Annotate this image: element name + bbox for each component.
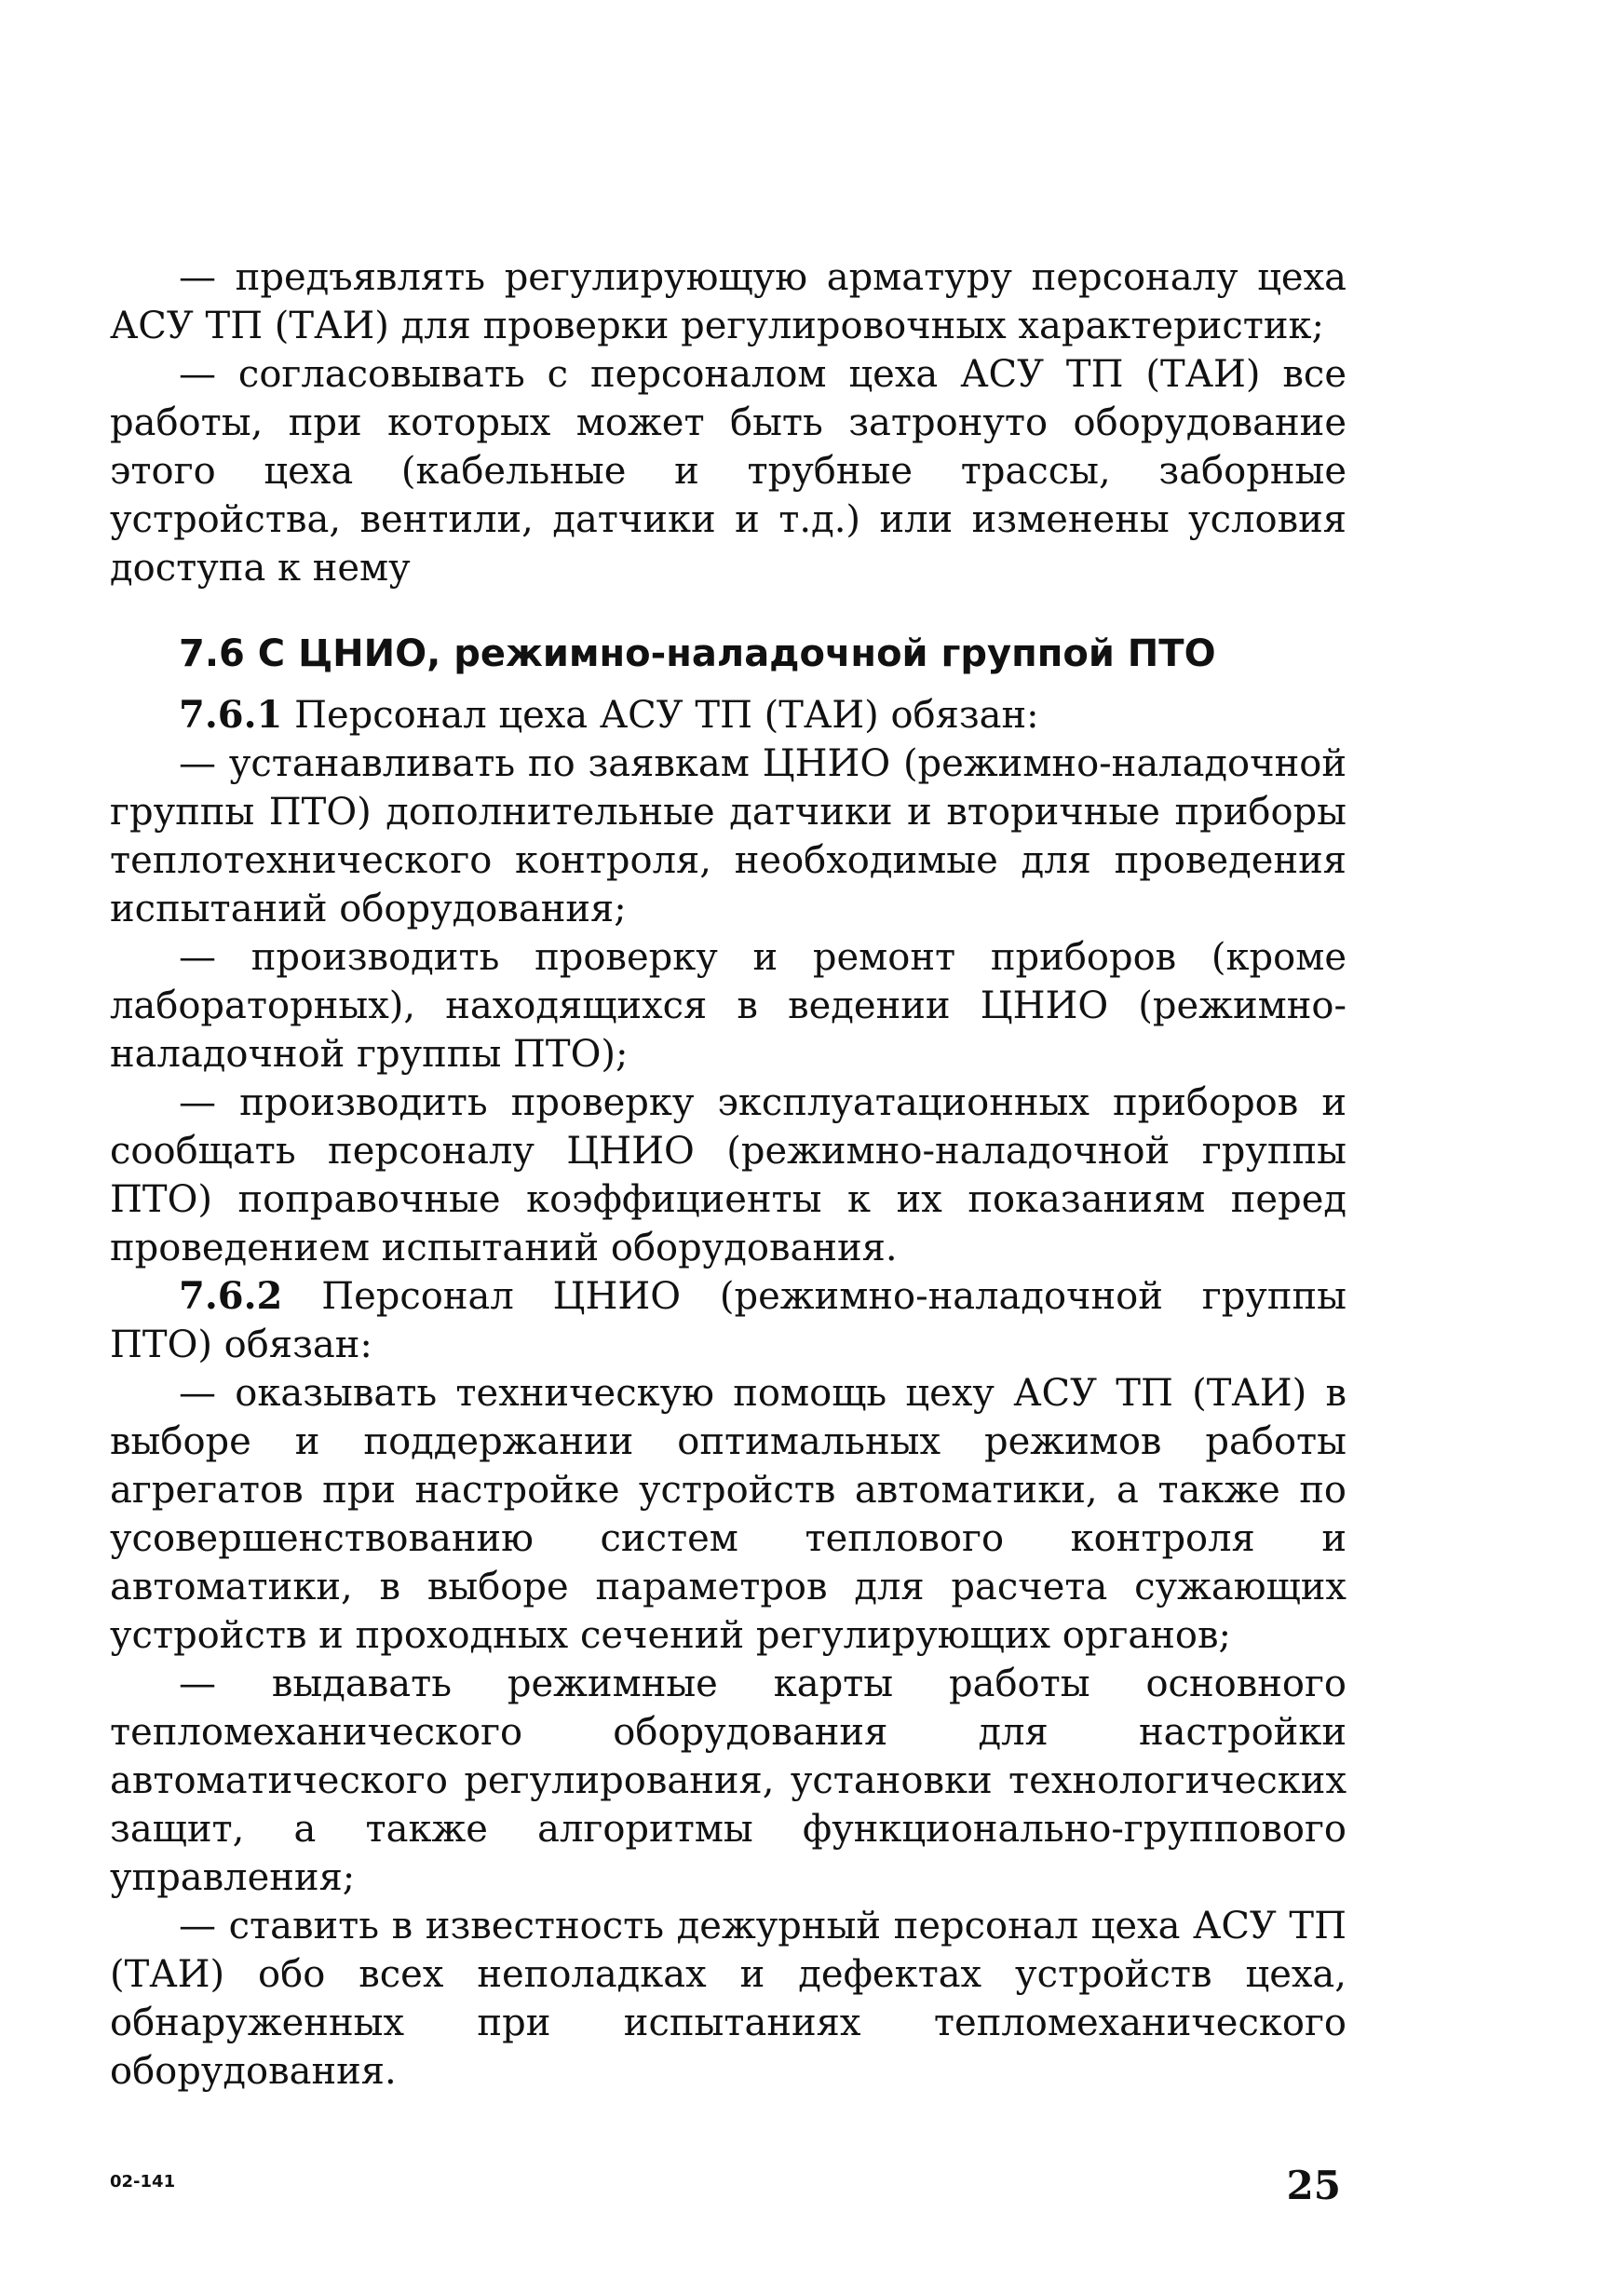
clause-7-6-2-item: — оказывать техническую помощь цеху АСУ ТП (ТАИ) в выборе и поддержании оптимальных режимов работы агрегатов при настройке устройств автоматики, а также по усовершенствованию систем теплового контроля и автоматики, в выборе параметров для расчета сужающих устройств и проходных сечений регулирующих органов; <box>110 1372 1347 1657</box>
clause-7-6-2-item: — ставить в известность дежурный персонал цеха АСУ ТП (ТАИ) обо всех неполадках и дефектах устройств цеха, обнаруженных при испытаниях тепломеханического оборудования. <box>110 1905 1347 2093</box>
clause-text: Персонал ЦНИО (режимно-наладочной группы ПТО) обязан: <box>110 1275 1347 1366</box>
clause-number: 7.6.1 <box>179 693 283 737</box>
document-body <box>110 253 1347 2096</box>
clause-7-6-2-item: — выдавать режимные карты работы основного тепломеханического оборудования для настройки автоматического регулирования, установки технологических защит, а также алгоритмы функционально-группового управления; <box>110 1662 1347 1899</box>
page-number: 25 <box>1286 2163 1341 2208</box>
clause-7-6-1 <box>110 691 1347 740</box>
clause-number: 7.6.2 <box>179 1274 283 1318</box>
paragraph-regulating-valves: — предъявлять регулирующую арматуру персоналу цеха АСУ ТП (ТАИ) для проверки регулировочных характеристик; <box>110 256 1347 347</box>
clause-7-6-1-item: — производить проверку эксплуатационных приборов и сообщать персоналу ЦНИО (режимно-наладочной группы ПТО) поправочные коэффициенты к их показаниям перед проведением испытаний оборудования. <box>110 1081 1347 1269</box>
clause-7-6-1-item: — производить проверку и ремонт приборов (кроме лабораторных), находящихся в ведении ЦНИО (режимно-наладочной группы ПТО); <box>110 936 1347 1076</box>
clause-7-6-2 <box>110 1272 1347 1369</box>
clause-7-6-1-item: — устанавливать по заявкам ЦНИО (режимно-наладочной группы ПТО) дополнительные датчики и вторичные приборы теплотехнического контроля, необходимые для проведения испытаний оборудования; <box>110 742 1347 930</box>
print-code: 02-141 <box>110 2172 176 2192</box>
section-heading: 7.6 С ЦНИО, режимно-наладочной группой ПТО <box>179 632 1216 675</box>
clause-text: Персонал цеха АСУ ТП (ТАИ) обязан: <box>282 694 1039 737</box>
paragraph-coordinate-works: — согласовывать с персоналом цеха АСУ ТП (ТАИ) все работы, при которых может быть затронуто оборудование этого цеха (кабельные и трубные трассы, заборные устройства, вентили, датчики и т.д.) или изменены условия доступа к нему <box>110 353 1347 590</box>
